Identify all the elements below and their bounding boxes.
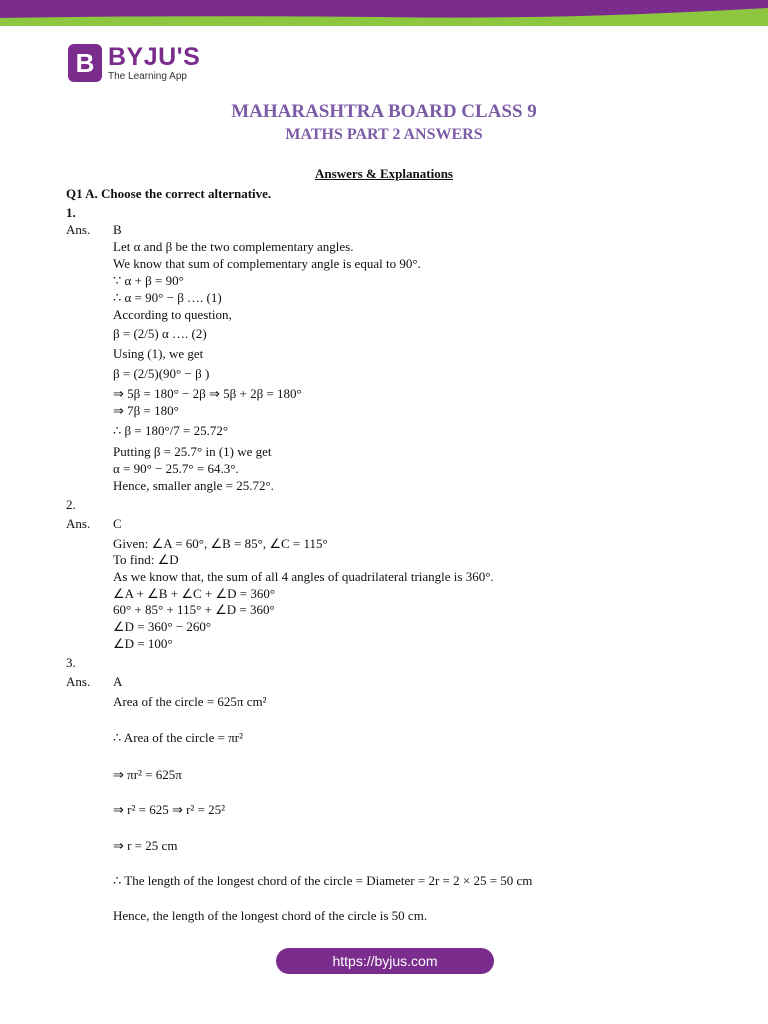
solution-line: To find: ∠D bbox=[113, 552, 179, 567]
top-decorative-band bbox=[0, 0, 768, 26]
solution-line: Using (1), we get bbox=[113, 346, 204, 361]
question-number: 3. bbox=[66, 655, 76, 670]
solution-line: Putting β = 25.7° in (1) we get bbox=[113, 444, 272, 459]
solution-line: α = 90° − 25.7° = 64.3°. bbox=[113, 461, 239, 476]
solution-line: As we know that, the sum of all 4 angles of quadrilateral triangle is 360°. bbox=[113, 569, 494, 584]
solution-line: β = (2/5) α …. (2) bbox=[113, 326, 207, 341]
answer-choice: C bbox=[113, 516, 122, 531]
section-heading: Answers & Explanations bbox=[315, 166, 453, 181]
question-heading: Q1 A. Choose the correct alternative. bbox=[66, 186, 272, 201]
answer-label: Ans. bbox=[66, 516, 91, 531]
solution-line: ∴ Area of the circle = πr² bbox=[113, 730, 244, 745]
solution-line: ∠D = 360° − 260° bbox=[113, 619, 212, 634]
solution-line: ⇒ πr² = 625π bbox=[113, 767, 182, 782]
solution-line: ∴ The length of the longest chord of the circle = Diameter = 2r = 2 × 25 = 50 cm bbox=[113, 873, 533, 888]
answer-label: Ans. bbox=[66, 222, 91, 237]
solution-line: ∵ α + β = 90° bbox=[113, 273, 184, 288]
solution-line: ⇒ 7β = 180° bbox=[113, 403, 179, 418]
byjus-logo bbox=[68, 44, 200, 82]
solution-line: ⇒ r = 25 cm bbox=[113, 838, 178, 853]
page-subtitle: MATHS PART 2 ANSWERS bbox=[285, 126, 483, 143]
solution-line: According to question, bbox=[113, 307, 232, 322]
solution-line: Given: ∠A = 60°, ∠B = 85°, ∠C = 115° bbox=[113, 536, 328, 551]
solution-line: Hence, the length of the longest chord of the circle is 50 cm. bbox=[113, 908, 428, 923]
solution-line: Area of the circle = 625π cm² bbox=[113, 694, 267, 709]
footer-url-link[interactable]: https://byjus.com bbox=[276, 948, 494, 974]
solution-line: β = (2/5)(90° − β ) bbox=[113, 366, 210, 381]
answer-label: Ans. bbox=[66, 674, 91, 689]
solution-line: 60° + 85° + 115° + ∠D = 360° bbox=[113, 602, 275, 617]
logo-tagline: The Learning App bbox=[108, 70, 187, 82]
answer-choice: B bbox=[113, 222, 122, 237]
logo-name: BYJU'S bbox=[108, 42, 201, 71]
question-number: 1. bbox=[66, 205, 76, 220]
solution-line: ∠A + ∠B + ∠C + ∠D = 360° bbox=[113, 586, 276, 601]
answer-choice: A bbox=[113, 674, 123, 689]
solution-line: Hence, smaller angle = 25.72°. bbox=[113, 478, 274, 493]
solution-line: ∴ β = 180°/7 = 25.72° bbox=[113, 423, 229, 438]
solution-line: ∴ α = 90° − β …. (1) bbox=[113, 290, 222, 305]
solution-line: ∠D = 100° bbox=[113, 636, 173, 651]
solution-line: We know that sum of complementary angle is equal to 90°. bbox=[113, 256, 421, 271]
page-title: MAHARASHTRA BOARD CLASS 9 bbox=[231, 101, 537, 122]
question-number: 2. bbox=[66, 497, 76, 512]
solution-line: Let α and β be the two complementary angles. bbox=[113, 239, 354, 254]
solution-line: ⇒ r² = 625 ⇒ r² = 25² bbox=[113, 802, 226, 817]
logo-mark-icon: B bbox=[68, 44, 102, 82]
solution-line: ⇒ 5β = 180° − 2β ⇒ 5β + 2β = 180° bbox=[113, 386, 302, 401]
